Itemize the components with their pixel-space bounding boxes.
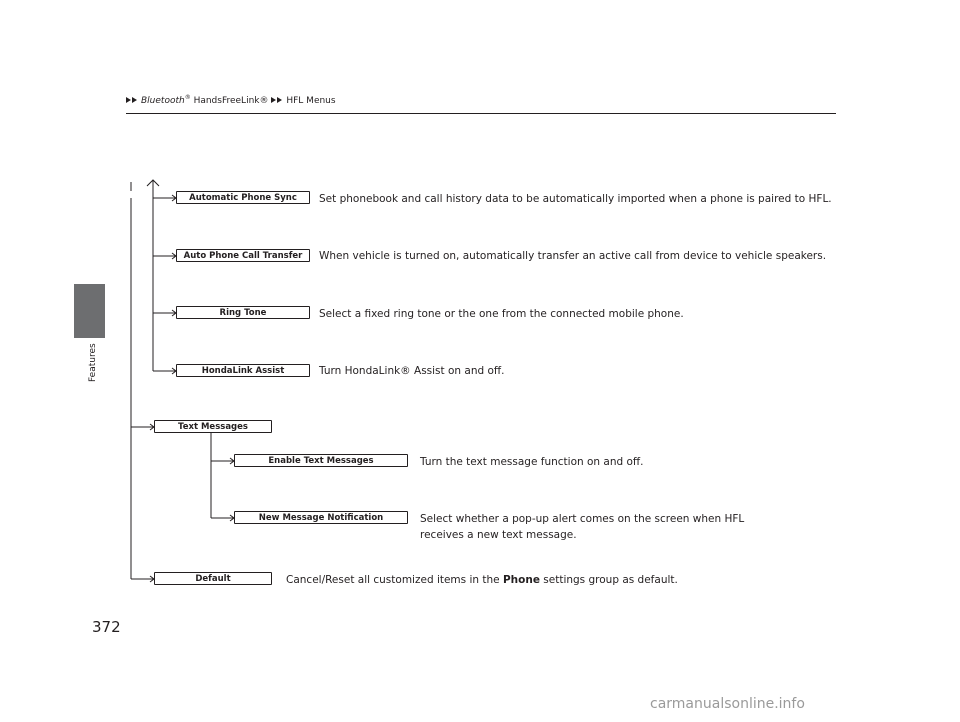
automatic-phone-sync-button[interactable]: Automatic Phone Sync	[176, 191, 310, 204]
phone-settings-group-name: Phone	[502, 574, 540, 586]
automatic-phone-sync-description: Set phonebook and call history data to be automatically imported when a phone is paired to HFL.	[319, 193, 832, 205]
default-description-text: Cancel/Reset all customized items in the	[286, 574, 503, 586]
default-description	[286, 572, 678, 588]
watermark: carmanualsonline.info	[650, 696, 805, 712]
hondalink-assist-description: Turn HondaLink® Assist on and off.	[319, 365, 505, 377]
ring-tone-button[interactable]: Ring Tone	[176, 306, 310, 319]
auto-phone-call-transfer-button[interactable]: Auto Phone Call Transfer	[176, 249, 310, 262]
new-message-notification-description-line1: Select whether a pop-up alert comes on the screen when HFL	[420, 513, 745, 525]
breadcrumb-handsfreelink: HandsFreeLink®	[190, 96, 269, 106]
section-label: Features	[88, 343, 98, 382]
default-description-text-end: settings group as default.	[539, 574, 678, 586]
hondalink-assist-button[interactable]: HondaLink Assist	[176, 364, 310, 377]
auto-phone-call-transfer-description: When vehicle is turned on, automatically transfer an active call from device to vehicle speakers.	[319, 250, 827, 262]
new-message-notification-button[interactable]: New Message Notification	[234, 511, 408, 524]
registered-mark: ®	[184, 94, 191, 101]
text-messages-button[interactable]: Text Messages	[154, 420, 272, 433]
enable-text-messages-button[interactable]: Enable Text Messages	[234, 454, 408, 467]
page-number: 372	[92, 618, 121, 636]
new-message-notification-description-line2: receives a new text message.	[420, 529, 577, 541]
enable-text-messages-description: Turn the text message function on and off.	[420, 456, 644, 468]
ring-tone-description: Select a fixed ring tone or the one from the connected mobile phone.	[319, 308, 684, 320]
breadcrumb-bluetooth: Bluetooth	[141, 96, 185, 106]
breadcrumb-hfl-menus: HFL Menus	[286, 96, 336, 106]
default-button[interactable]: Default	[154, 572, 272, 585]
new-message-notification-description	[420, 511, 744, 543]
